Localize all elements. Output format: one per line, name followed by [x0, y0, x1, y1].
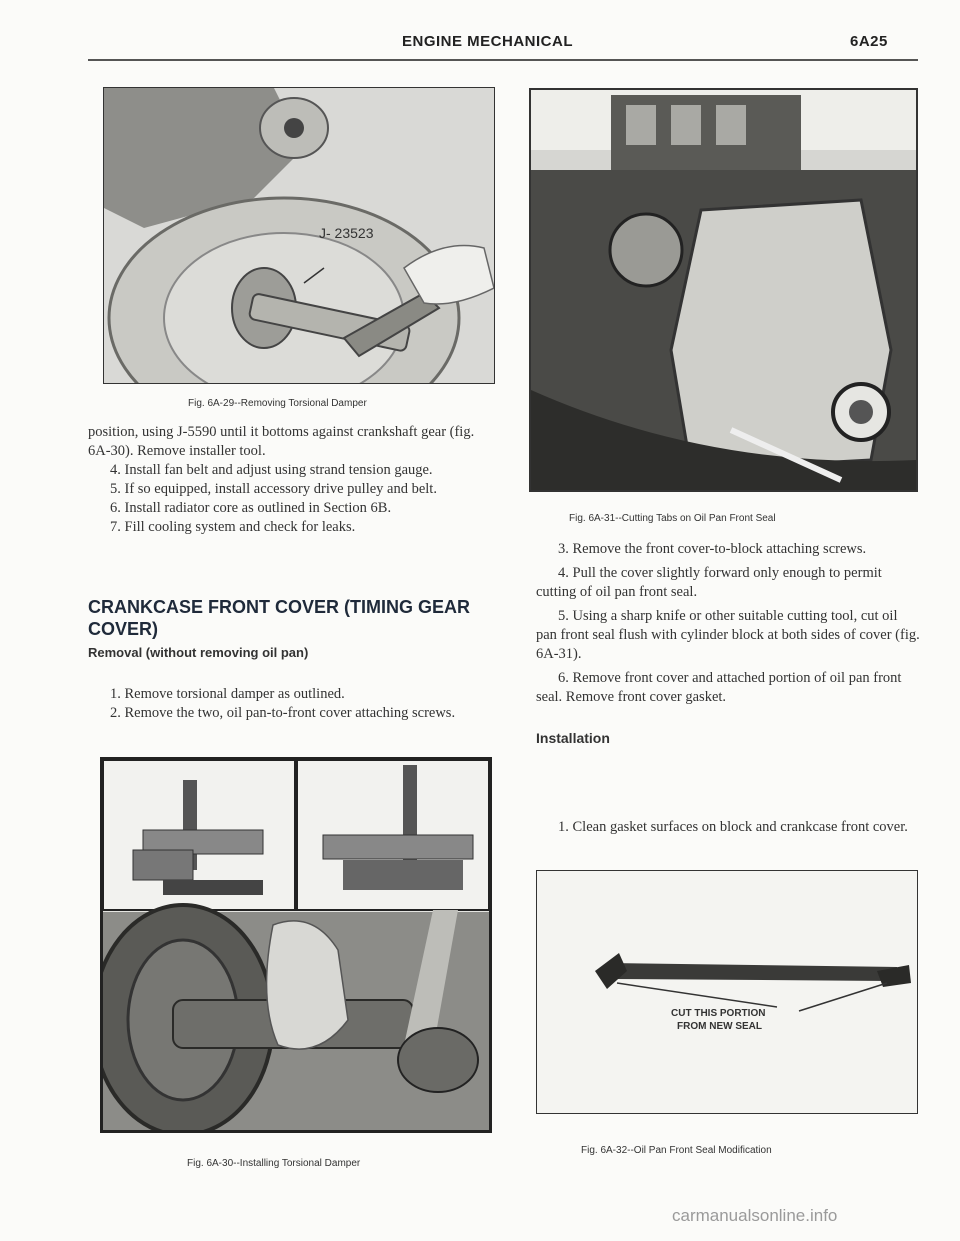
figure-31-caption: Fig. 6A-31--Cutting Tabs on Oil Pan Front Seal	[569, 513, 776, 524]
removal-step-4: 4. Pull the cover slightly forward only enough to permit cutting of oil pan front seal.	[536, 565, 882, 600]
page-number: 6A25	[850, 33, 888, 50]
figure-29-caption: Fig. 6A-29--Removing Torsional Damper	[188, 398, 367, 409]
figure-cutting-tabs-oil-pan-seal	[529, 88, 918, 492]
section-heading: CRANKCASE FRONT COVER (TIMING GEAR COVER)	[88, 597, 470, 639]
torsional-damper-install-photo	[103, 760, 489, 1130]
left-column-text	[88, 423, 494, 537]
removal-step-5: 5. Using a sharp knife or other suitable cutting tool, cut oil pan front seal flush with cylinder block at both sides of cover (fig. 6A-31).	[536, 608, 920, 662]
oil-pan-seal-diagram	[537, 871, 917, 1113]
step-4: 4. Install fan belt and adjust using strand tension gauge.	[110, 462, 433, 478]
removal-heading: Removal (without removing oil pan)	[88, 645, 309, 660]
continued-paragraph: position, using J-5590 until it bottoms against crankshaft gear (fig. 6A-30). Remove installer tool.	[88, 424, 475, 459]
removal-step-1: 1. Remove torsional damper as outlined.	[110, 686, 345, 702]
step-5: 5. If so equipped, install accessory drive pulley and belt.	[110, 481, 437, 497]
oil-pan-seal-cutting-photo	[531, 90, 916, 490]
watermark: carmanualsonline.info	[672, 1206, 838, 1225]
step-7: 7. Fill cooling system and check for leaks.	[110, 519, 356, 535]
figure-installing-torsional-damper	[100, 757, 492, 1133]
figure-oil-pan-seal-modification	[536, 870, 918, 1114]
figure-30-caption: Fig. 6A-30--Installing Torsional Damper	[187, 1158, 361, 1169]
torsional-damper-removal-photo	[104, 88, 494, 383]
removal-step-2: 2. Remove the two, oil pan-to-front cover attaching screws.	[110, 705, 456, 721]
installation-heading: Installation	[536, 730, 610, 746]
removal-step-3: 3. Remove the front cover-to-block attaching screws.	[558, 541, 867, 557]
seal-label-line-1: CUT THIS PORTION	[671, 1008, 766, 1019]
figure-removing-torsional-damper	[103, 87, 495, 384]
removal-steps	[88, 685, 494, 723]
right-column-text	[536, 540, 920, 707]
seal-label-line-2: FROM NEW SEAL	[677, 1021, 762, 1032]
removal-step-6: 6. Remove front cover and attached portion of oil pan front seal. Remove front cover gasket.	[536, 670, 902, 705]
tool-number-label: J- 23523	[319, 225, 374, 241]
installation-step-1: 1. Clean gasket surfaces on block and crankcase front cover.	[558, 819, 908, 835]
figure-32-caption: Fig. 6A-32--Oil Pan Front Seal Modification	[581, 1145, 772, 1156]
installation-steps	[536, 818, 920, 837]
step-6: 6. Install radiator core as outlined in Section 6B.	[110, 500, 392, 516]
page-title: ENGINE MECHANICAL	[402, 33, 574, 50]
page-header	[0, 33, 960, 59]
header-rule	[88, 59, 918, 61]
